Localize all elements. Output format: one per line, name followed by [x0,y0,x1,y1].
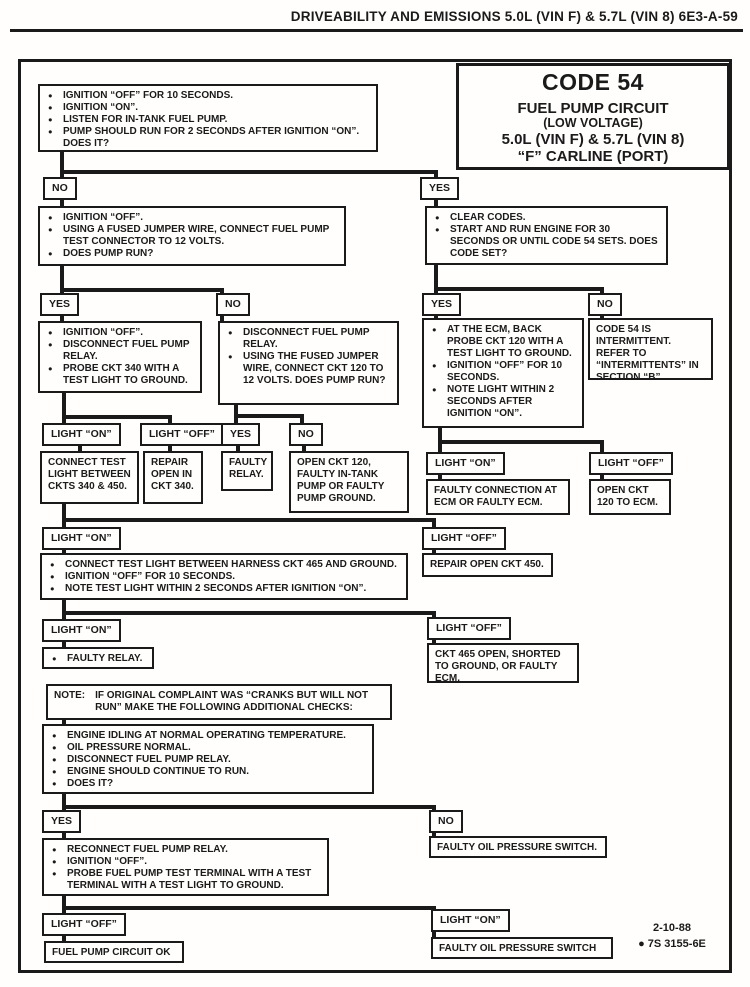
harness-465-box [40,553,408,600]
faulty-relay-box-1: FAULTY RELAY. [221,451,273,491]
light-off-tag-2: LIGHT “OFF” [589,452,673,475]
repair-340-box: REPAIR OPEN IN CKT 340. [143,451,203,504]
start-check-box [38,84,378,152]
title-block [456,63,730,170]
faulty-oil-switch-box-2: FAULTY OIL PRESSURE SWITCH [431,937,613,959]
connector-line [62,805,436,809]
no-tag-2: NO [216,293,250,316]
connector-line [62,906,436,910]
yes-tag-5: YES [42,810,81,833]
no-tag-1: NO [43,177,77,200]
title-subtitle-2: (LOW VOLTAGE) [543,115,643,130]
chart-outer-frame [18,59,732,973]
probe-ckt340-box [38,321,202,393]
jumper-test-list: ● IGNITION “OFF”. ● USING A FUSED JUMPER WIRE, CONNECT FUEL PUMP TEST CONNECTOR TO 12 VOLTS. ● DOES PUMP RUN? [46,212,338,260]
yes-tag-1: YES [420,177,459,200]
title-subtitle-4: “F” CARLINE (PORT) [517,147,669,165]
light-on-tag-1: LIGHT “ON” [42,423,121,446]
connector-line [60,288,224,292]
header-rule [10,29,743,32]
faulty-relay-list: ● FAULTY RELAY. [50,653,146,665]
connect-340-450-box: CONNECT TEST LIGHT BETWEEN CKTS 340 & 450. [40,451,139,504]
clear-codes-list: ● CLEAR CODES. ● START AND RUN ENGINE FOR 30 SECONDS OR UNTIL CODE 54 SETS. DOES CODE SET? [433,212,660,260]
light-on-tag-5: LIGHT “ON” [431,909,510,932]
faulty-oil-switch-box-1: FAULTY OIL PRESSURE SWITCH. [429,836,607,858]
connector-line [62,600,66,620]
open-120-pump-box: OPEN CKT 120, FAULTY IN-TANK PUMP OR FAULTY PUMP GROUND. [289,451,409,513]
light-off-tag-4: LIGHT “OFF” [427,617,511,640]
connector-line [434,287,604,291]
ecm-backprobe-box [422,318,584,428]
connector-line [62,518,436,522]
footer-doc-id: ● 7S 3155-6E [638,937,706,950]
jumper-ckt120-box [218,321,399,405]
additional-checks-box [42,724,374,794]
probe-ckt340-list: ● IGNITION “OFF”. ● DISCONNECT FUEL PUMP RELAY. ● PROBE CKT 340 WITH A TEST LIGHT TO GROUND. [46,327,194,387]
harness-465-list: ● CONNECT TEST LIGHT BETWEEN HARNESS CKT 465 AND GROUND. ● IGNITION “OFF” FOR 10 SECONDS. ● NOTE TEST LIGHT WITHIN 2 SECONDS AFTER IGNITION “ON”. [48,559,400,595]
reconnect-relay-box [42,838,329,896]
open-120-ecm-box: OPEN CKT 120 TO ECM. [589,479,671,515]
light-off-tag-5: LIGHT “OFF” [42,913,126,936]
connector-line [60,170,438,174]
page-header: DRIVEABILITY AND EMISSIONS 5.0L (VIN F) & 5.7L (VIN 8) 6E3-A-59 [290,9,738,24]
note-box [46,684,392,720]
light-off-tag-3: LIGHT “OFF” [422,527,506,550]
title-subtitle-1: FUEL PUMP CIRCUIT [517,99,669,117]
connector-line [438,440,604,444]
no-tag-5: NO [429,810,463,833]
faulty-relay-box-2 [42,647,154,669]
connector-line [234,414,304,418]
intermittent-box: CODE 54 IS INTERMITTENT. REFER TO “INTERMITTENTS” IN SECTION “B”. [588,318,713,380]
jumper-ckt120-list: ● DISCONNECT FUEL PUMP RELAY. ● USING THE FUSED JUMPER WIRE, CONNECT CKT 120 TO 12 VOLTS. DOES PUMP RUN? [226,327,391,387]
connector-line [62,393,66,424]
connector-line [60,152,64,179]
light-on-tag-2: LIGHT “ON” [426,452,505,475]
connector-line [600,440,604,452]
yes-tag-3: YES [422,293,461,316]
light-off-tag-1: LIGHT “OFF” [140,423,224,446]
title-code: CODE 54 [542,69,644,95]
footer-date: 2-10-88 [653,922,691,934]
connector-line [62,611,436,615]
faulty-ecm-conn-box: FAULTY CONNECTION AT ECM OR FAULTY ECM. [426,479,570,515]
light-on-tag-3: LIGHT “ON” [42,527,121,550]
ckt465-open-box: CKT 465 OPEN, SHORTED TO GROUND, OR FAULTY ECM. [427,643,579,683]
jumper-test-box [38,206,346,266]
footer-block [622,921,722,953]
yes-tag-4: YES [221,423,260,446]
repair-450-box: REPAIR OPEN CKT 450. [422,553,553,577]
yes-tag-2: YES [40,293,79,316]
note-label: NOTE: [54,690,86,701]
light-on-tag-4: LIGHT “ON” [42,619,121,642]
note-text: IF ORIGINAL COMPLAINT WAS “CRANKS BUT WILL NOT RUN” MAKE THE FOLLOWING ADDITIONAL CHECKS: [95,690,369,713]
no-tag-4: NO [289,423,323,446]
connector-line [62,896,66,914]
additional-checks-list: ● ENGINE IDLING AT NORMAL OPERATING TEMPERATURE. ● OIL PRESSURE NORMAL. ● DISCONNECT FUEL PUMP RELAY. ● ENGINE SHOULD CONTINUE TO RUN. ● DOES IT? [50,730,366,790]
title-subtitle-3: 5.0L (VIN F) & 5.7L (VIN 8) [501,130,685,148]
ecm-backprobe-list: ● AT THE ECM, BACK PROBE CKT 120 WITH A TEST LIGHT TO GROUND. ● IGNITION “OFF” FOR 10 SECONDS. ● NOTE LIGHT WITHIN 2 SECONDS AFTER IGNITION “ON”. [430,324,576,420]
start-check-list: ● IGNITION “OFF” FOR 10 SECONDS. ● IGNITION “ON”. ● LISTEN FOR IN-TANK FUEL PUMP. ● PUMP SHOULD RUN FOR 2 SECONDS AFTER IGNITION “ON”. DOES IT? [46,90,370,150]
fuel-pump-ok-box: FUEL PUMP CIRCUIT OK [44,941,184,963]
reconnect-relay-list: ● RECONNECT FUEL PUMP RELAY. ● IGNITION “OFF”. ● PROBE FUEL PUMP TEST TERMINAL WITH A TEST TERMINAL WITH A TEST LIGHT TO GROUND. [50,844,321,892]
connector-line [62,504,66,528]
no-tag-3: NO [588,293,622,316]
clear-codes-box [425,206,668,265]
connector-line [62,415,172,419]
